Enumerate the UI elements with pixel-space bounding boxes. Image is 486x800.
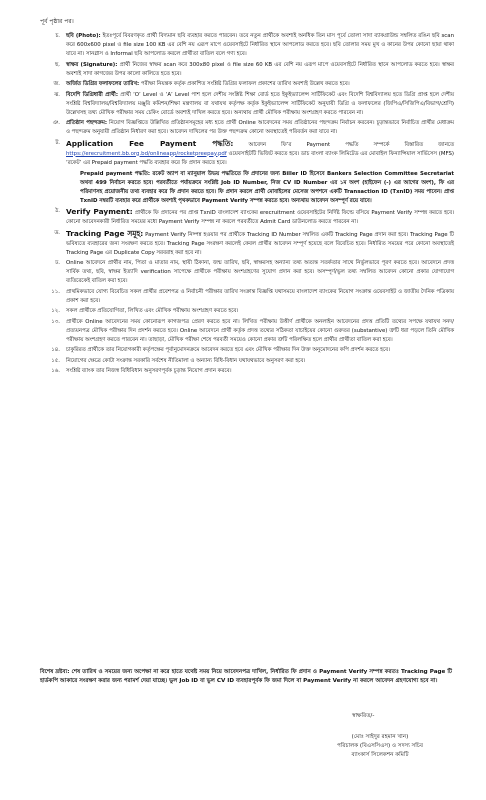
item-number: ঝ. bbox=[54, 91, 60, 98]
continued-note: পূর্ব পৃষ্ঠার পর। bbox=[40, 18, 74, 25]
item-number: ড. bbox=[54, 229, 60, 236]
list-item bbox=[40, 207, 454, 227]
list-item bbox=[40, 259, 454, 286]
list-item bbox=[40, 318, 454, 345]
list-item bbox=[40, 357, 454, 366]
item-text: Online আবেদনে প্রার্থীর নাম, পিতা ও মাতার নাম, স্থায়ী ঠিকানা, জন্ম তারিখ, ছবি, স্বাক্ষরসহ অন্যান্য তথ্য অত্যন্ত সতর্কতার সাথে নির্ভুলভাবে পূরণ করতে হবে। আবেদনে প্রদত্ত সার্বিক তথ্য, ছবি, স্বাক্ষর ইত্যাদি verification সাপেক্ষে প্রার্থীকে পরীক্ষায় অংশগ্রহণের সুযোগ প্রদান করা হবে। অসম্পূর্ণ/ভুল তথ্য সম্বলিত আবেদন কোনো প্রকার যোগাযোগ ব্যতিরেকেই বাতিল করা হবে। bbox=[66, 260, 454, 284]
item-number: ১১. bbox=[51, 288, 60, 295]
item-title: প্রতিষ্ঠান পছন্দক্রম: bbox=[66, 120, 107, 126]
item-number: চ. bbox=[55, 33, 60, 39]
item-text: আবেদন ফি’র Payment পদ্ধতি সম্পর্কে বিস্তারিত জানতে bbox=[248, 141, 455, 148]
item-title: অর্জিত ডিগ্রির ফলাফলের তারিখ: bbox=[66, 81, 140, 87]
item-number: ১৬. bbox=[51, 368, 60, 374]
list-item bbox=[40, 80, 454, 89]
item-text: Payment Verify নিষ্পন্ন হওয়ার পর প্রার্থীকে Tracking ID Number সম্বলিত একটি Tracking Page প্রদান করা হবে। Tracking Page টি ভবিষ্যতে ব্যবহারের জন্য সংরক্ষণ করতে হবে। Tracking Page সংরক্ষণ করলেই কেবল প্রার্থীর আবেদন সম্পূর্ণ হয়েছে বলে বিবেচিত হবে। নির্ধারিত সময়ের পরে কোনো অবস্থাতেই Tracking Page এর Duplicate Copy সরবরাহ করা হবে না। bbox=[66, 231, 454, 256]
item-text: পরীক্ষা নিয়ন্ত্রক কর্তৃক প্রকাশিত সংশ্লিষ্ট ডিগ্রির ফলাফল প্রকাশের তারিখ অবশ্যই উল্লেখ করতে হবে। bbox=[140, 81, 350, 87]
item-number: ঢ. bbox=[55, 260, 60, 266]
instruction-list bbox=[40, 32, 454, 378]
item-title: ছবি (Photo): bbox=[66, 33, 101, 39]
list-item bbox=[40, 229, 454, 258]
signatory-designation: পরিচালক (বিএসসিএস) ও সদস্য সচিব bbox=[336, 743, 424, 749]
list-item bbox=[40, 288, 454, 306]
special-notice: বিশেষ দ্রষ্টব্য: শেষ তারিখ ও সময়ের জন্য অপেক্ষা না করে হাতে যথেষ্ট সময় নিয়ে আবেদনপত্র দাখিল, নির্ধারিত ফি প্রদান ও Payment Verify সম্পন্ন করতঃ Tracking Page টি হার্ডকপি আকারে সংরক্ষণ করার জন্য পরামর্শ দেয়া যাচ্ছে। ভুল Job ID বা ভুল CV ID ব্যবহারপূর্বক ফি জমা দিলে বা Payment Verify না করলে আবেদন গ্রহণযোগ্য হবে না। bbox=[40, 669, 452, 684]
item-text: ইতঃপূর্বে বিবরণকৃত প্রার্থী বিদ্যমান ছবি ব্যবহার করতে পারবেন। তবে নতুন প্রার্থীকে অবশ্যই অনধিক তিন মাস পূর্বে তোলা সাদা ব্যাকগ্রাউন্ড সম্বলিত রঙিন ছবি scan করে 600x600 pixel ও file size 100 KB এর বেশি নয় এরূপ মাপে ওয়েবসাইটে নির্ধারিত স্থানে আপলোড করতে হবে। ছবি তোলার সময় মুখ ও কানের উপর কোনো ছায়া থাকা যাবে না। সানগ্লাস ও Informal ছবি আপলোড করলে প্রার্থীতা বাতিল বলে গণ্য হবে। bbox=[66, 33, 454, 57]
prepaid-payment-note: Prepaid payment পদ্ধতি: রকেট অ্যাপ বা ম্যানুয়াল উভয় পদ্ধতিতে ফি প্রদানের জন্য Biller ID হিসেবে Bankers Selection Committee Secretariat অথবা 499 নির্বাচন করতে হবে। পরবর্তীতে পর্যায়ক্রমে সংশ্লিষ্ট Job ID Number, নিজ CV ID Number এর ১ম অংশ (হাইফেন (-) এর আগের অংশ), ফি এর পরিমাণসহ প্রয়োজনীয় তথ্য ব্যবহার করে ফি প্রদান করতে হবে। ফি প্রদান করলে প্রার্থী মোবাইলের মেসেজ অপশনে একটি Transaction ID (TxnID) সময় পাবেন। প্রাপ্ত TxnID নম্বরটি ব্যবহার করে প্রার্থীকে অবশ্যই পৃথকভাবে Payment Verify সম্পন্ন করতে হবে। অন্যথায় আবেদন অসম্পূর্ণ রয়ে যাবে। bbox=[80, 170, 454, 204]
item-title: বিদেশি ডিগ্রিধারী প্রার্থী: bbox=[66, 91, 119, 98]
item-title: Tracking Page সমূহ: bbox=[66, 228, 144, 238]
list-item bbox=[40, 32, 454, 59]
signatory-name: (মোঃ সাইদুর রহমান খান) bbox=[351, 734, 409, 740]
item-text: নিয়োগের ক্ষেত্রে কোটা সংক্রান্ত সরকারি সর্বশেষ নীতিমালা ও অন্যান্য বিধি-বিধান যথাযথভাবে অনুসরণ করা হবে। bbox=[66, 357, 306, 364]
list-item bbox=[40, 346, 454, 355]
item-number: ১৩. bbox=[51, 318, 60, 325]
item-text: প্রার্থীকে Online আবেদনের সময় কোনোরূপ কাগজপত্র প্রেরণ করতে হবে না। লিখিত পরীক্ষায় উত্তীর্ণ প্রার্থীকে অনলাইন আবেদনের প্রদত্ত প্রতিটি তথ্যের সপক্ষে যথাযথ সনদ/প্রত্যয়নপত্র মৌখিক পরীক্ষার দিন প্রদর্শন করতে হবে। Online আবেদনে প্রার্থী কর্তৃক প্রদত্ত তথ্যের সঠিকতা যাচাইয়ের কোনো গুরুতর (substantive) ত্রুটি ধরা পড়লে তিনি মৌখিক পরীক্ষায় অংশগ্রহণ করতে পারবেন না। তাছাড়া, মৌখিক পরীক্ষা শেষে পরবর্তী সময়েও কোনো প্রকার ত্রুটি পরিলক্ষিত হলে প্রার্থীর প্রার্থীতা বাতিল করা হবে। bbox=[66, 318, 454, 343]
item-title: Verify Payment: bbox=[66, 207, 133, 216]
list-item bbox=[40, 139, 454, 206]
item-number: ১৪. bbox=[51, 347, 60, 353]
item-text: সংশ্লিষ্ট ব্যাংক তার নিজস্ব বিধিবিধান অনুসরণপূর্বক চূড়ান্ত নিয়োগ প্রদান করবে। bbox=[66, 368, 232, 374]
signatory-committee: ব্যাংকার্স সিলেকশন কমিটি bbox=[351, 752, 409, 758]
list-item bbox=[40, 91, 454, 118]
item-text: প্রার্থী নিজের স্বাক্ষর scan করে 300x80 pixel ও file size 60 KB এর বেশি নয় এরূপ মাপে ওয়েবসাইটে নির্ধারিত স্থানে আপলোড করতে হবে। স্বাক্ষর অবশ্যই সাদা কাগজের উপর কালো কালিতে হতে হবে। bbox=[66, 61, 454, 77]
signature-block bbox=[300, 712, 460, 760]
item-number: ১২. bbox=[51, 308, 60, 314]
item-text: প্রার্থী ‘O’ Level ও ‘A’ Level পাশ হলে দেশীয় সংশ্লিষ্ট শিক্ষা বোর্ড হতে ইকুইভ্যালেন্স সার্টিফিকেট এবং বিদেশি বিশ্ববিদ্যালয় হতে ডিগ্রি প্রাপ্ত হলে দেশীয় সংশ্লিষ্ট বিশ্ববিদ্যালয়/বিশ্ববিদ্যালয় মঞ্জুরি কমিশন/শিক্ষা মন্ত্রণালয় বা যথাযথ কর্তৃপক্ষ কর্তৃক ইকুইভ্যালেন্স সার্টিফিকেট অনুযায়ী ডিগ্রি ও ফলাফলের (জিপিএ/সিজিপিএ/বিভাগ/শ্রেণি) উল্লেখসহ তথ্য মৌখিক পরীক্ষার সময় চেকিং বোর্ডে অবশ্যই দাখিল করতে হবে। অন্যথায় প্রার্থী মৌখিক পরীক্ষায় অংশগ্রহণ করতে পারবেন না। bbox=[66, 91, 455, 116]
item-title: স্বাক্ষর (Signature): bbox=[66, 61, 118, 68]
item-number: ১৫. bbox=[51, 357, 60, 364]
signed-label: স্বাক্ষরিত/- bbox=[352, 713, 375, 719]
item-text: চাকুরিরত প্রার্থীকে তার নিয়োগকারী কর্তৃপক্ষের পূর্বানুমোদনক্রমে আবেদন করতে হবে এবং মৌখিক পরীক্ষার দিন উক্ত অনুমোদনের কপি প্রদর্শন করতে হবে। bbox=[66, 347, 391, 353]
item-number: জ. bbox=[53, 81, 60, 87]
item-number: ঞ. bbox=[52, 120, 60, 126]
item-number: ছ. bbox=[55, 61, 60, 68]
item-number: ট. bbox=[55, 139, 60, 146]
list-item bbox=[40, 307, 454, 316]
payment-guide-link[interactable]: https://erecruitment.bb.org.bd/onlineapp/rocketpreepay.pdf bbox=[66, 150, 227, 157]
list-item bbox=[40, 119, 454, 137]
list-item bbox=[40, 61, 454, 79]
item-text: প্রার্থীকে ফি প্রদানের পর প্রাপ্ত TxnID বাংলাদেশ ব্যাংকের erecruitment ওয়েবসাইটের নির্দিষ্ট ফিল্ডে বসিয়ে Payment Verify সম্পন্ন করতে হবে। কোনো আবেদনকারী নির্ধারিত সময়ের মধ্যে Payment Verify সম্পন্ন না করলে পরবর্তীতে Admit Card ডাউনলোড করতে পারবেন না। bbox=[66, 210, 454, 225]
item-number: ঠ. bbox=[55, 208, 60, 214]
item-title: Application Fee Payment পদ্ধতি: bbox=[66, 138, 234, 148]
item-text: ওয়েবসাইটটি ভিজিট করতে হবে। ডাচ বাংলা ব্যাংক লিমিটেড এর মোবাইল ফিন্যান্সিয়াল সার্ভিসেস (MFS) ‘রকেট’ এর Prepaid payment পদ্ধতি ব্যবহার করে ফি প্রদান করতে হবে। bbox=[66, 150, 455, 166]
item-text: নিয়োগ বিজ্ঞপ্তিতে উল্লিখিত প্রতিষ্ঠানসমূহের মধ্য হতে প্রার্থী Online আবেদনের সময় প্রতিষ্ঠানের পছন্দক্রম নির্বাচন করবেন। চূড়ান্তভাবে নির্বাচিত প্রার্থীর মেধাক্রম ও পছন্দক্রম অনুযায়ী প্রতিষ্ঠান নির্ধারণ করা হবে। আবেদন দাখিলের পর উক্ত পছন্দক্রম কোনো অবস্থাতেই পরিবর্তন করা যাবে না। bbox=[66, 120, 454, 135]
item-text: সকল প্রার্থীকে প্রতিযোগিতা, লিখিত এবং মৌখিক পরীক্ষায় অংশগ্রহণ করতে হবে। bbox=[66, 308, 239, 314]
list-item bbox=[40, 367, 454, 376]
item-text: প্রাথমিকভাবে যোগ্য বিবেচিত সকল প্রার্থীর প্রবেশপত্র ও নির্বাচনী পরীক্ষার তারিখ সংক্রান্ত বিজ্ঞপ্তি যথাসময়ে বাংলাদেশ ব্যাংকের নিয়োগ সংক্রান্ত ওয়েবসাইট ও জাতীয় দৈনিক পত্রিকায় প্রকাশ করা হবে। bbox=[66, 288, 454, 304]
